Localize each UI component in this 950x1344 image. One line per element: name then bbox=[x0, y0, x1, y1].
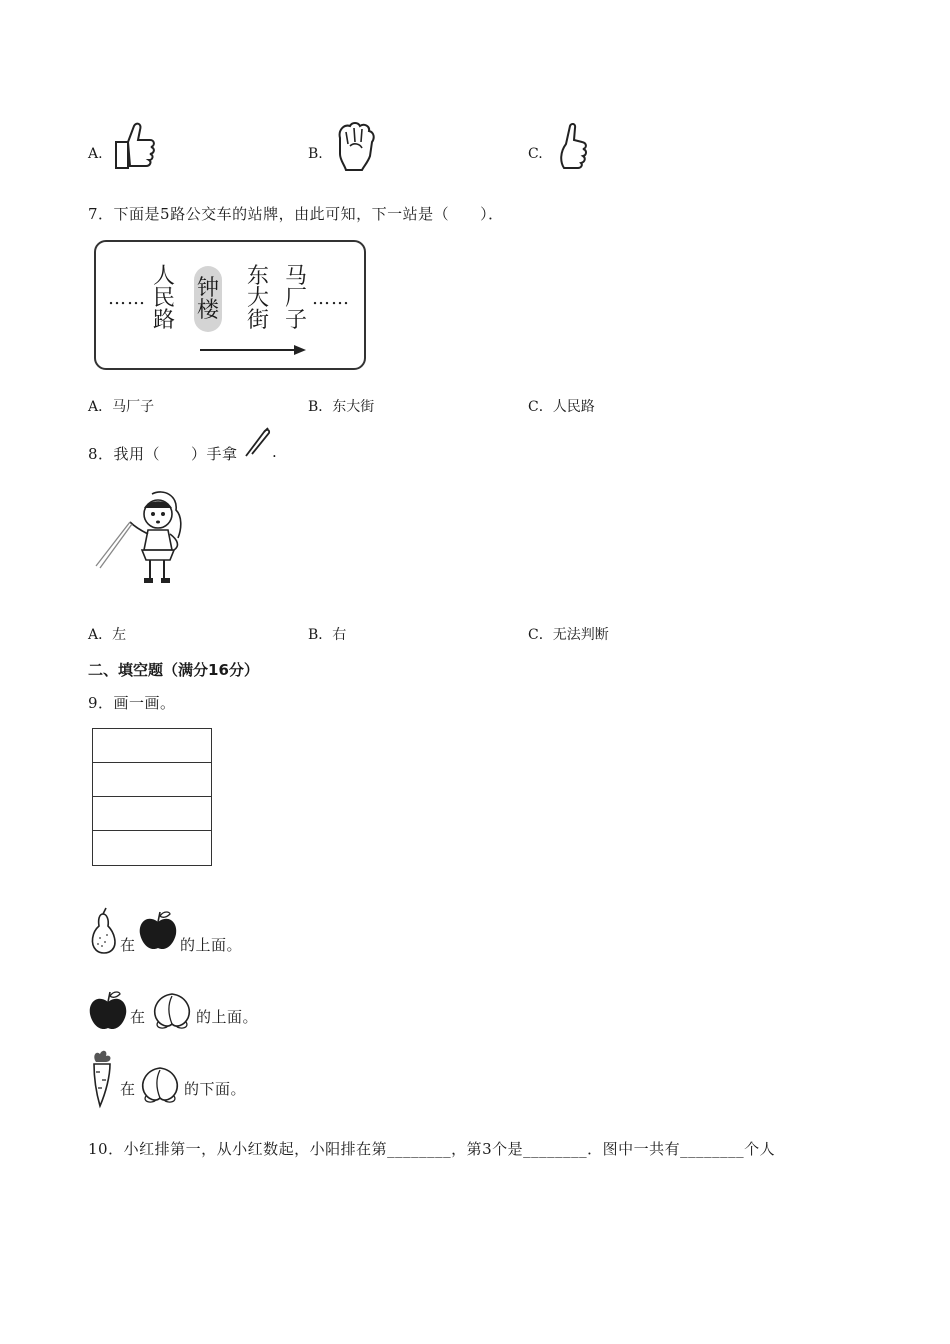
q8-question: 8．我用（ ）手拿 bbox=[88, 445, 238, 463]
stop-bell-tower: 钟 楼 bbox=[196, 276, 219, 323]
q9-row1-mid: 在 bbox=[120, 936, 136, 954]
peach-icon bbox=[150, 990, 194, 1032]
grid-row[interactable] bbox=[93, 797, 211, 831]
q9-row3-mid: 在 bbox=[120, 1080, 136, 1098]
stop-dongda-street: 东 大 街 bbox=[246, 264, 269, 333]
q7-option-b[interactable]: B．东大街 bbox=[308, 399, 375, 415]
q9-row1-end: 的上面。 bbox=[180, 936, 243, 954]
q6-option-a-label: A. bbox=[88, 146, 103, 162]
q9-row2-end: 的上面。 bbox=[196, 1008, 259, 1026]
fist-icon bbox=[334, 120, 378, 172]
drawing-grid[interactable] bbox=[92, 728, 212, 866]
thumbs-up-icon bbox=[112, 120, 156, 172]
stop-machangzi: 马 厂 子 bbox=[284, 264, 307, 333]
q8-option-c[interactable]: C．无法判断 bbox=[528, 627, 609, 643]
q8-suffix: . bbox=[272, 443, 278, 461]
stop-renmin-road: 人 民 路 bbox=[152, 264, 175, 333]
q9-row3-end: 的下面。 bbox=[184, 1080, 247, 1098]
q10-question: 10．小红排第一，从小红数起，小阳排在第________，第3个是________．图中一共有________个人 bbox=[88, 1140, 776, 1158]
thumbs-up-small-icon bbox=[556, 122, 590, 172]
q7-option-a[interactable]: A．马厂子 bbox=[88, 399, 155, 415]
girl-holding-tweezers-illustration bbox=[94, 488, 194, 588]
q8-option-b[interactable]: B．右 bbox=[308, 627, 347, 643]
tweezers-icon bbox=[244, 426, 272, 458]
q7-option-c[interactable]: C．人民路 bbox=[528, 399, 595, 415]
direction-arrow-icon bbox=[200, 344, 308, 356]
q7-question: 7．下面是5路公交车的站牌，由此可知，下一站是（ ）． bbox=[88, 205, 504, 223]
sign-dots-right: …… bbox=[312, 288, 350, 309]
q6-option-c-label: C. bbox=[528, 146, 543, 162]
q9-row2-mid: 在 bbox=[130, 1008, 146, 1026]
grid-row[interactable] bbox=[93, 831, 211, 864]
grid-row[interactable] bbox=[93, 763, 211, 797]
q8-option-a[interactable]: A．左 bbox=[88, 627, 127, 643]
apple-icon bbox=[88, 990, 128, 1032]
sign-dots-left: …… bbox=[108, 288, 146, 309]
peach-icon bbox=[138, 1064, 182, 1106]
pear-icon bbox=[88, 908, 118, 954]
section-heading: 二、填空题（满分16分） bbox=[88, 661, 259, 679]
apple-icon bbox=[138, 910, 178, 952]
q9-question: 9．画一画。 bbox=[88, 694, 176, 712]
carrot-icon bbox=[88, 1050, 116, 1108]
q6-option-b-label: B. bbox=[308, 146, 323, 162]
grid-row[interactable] bbox=[93, 729, 211, 763]
